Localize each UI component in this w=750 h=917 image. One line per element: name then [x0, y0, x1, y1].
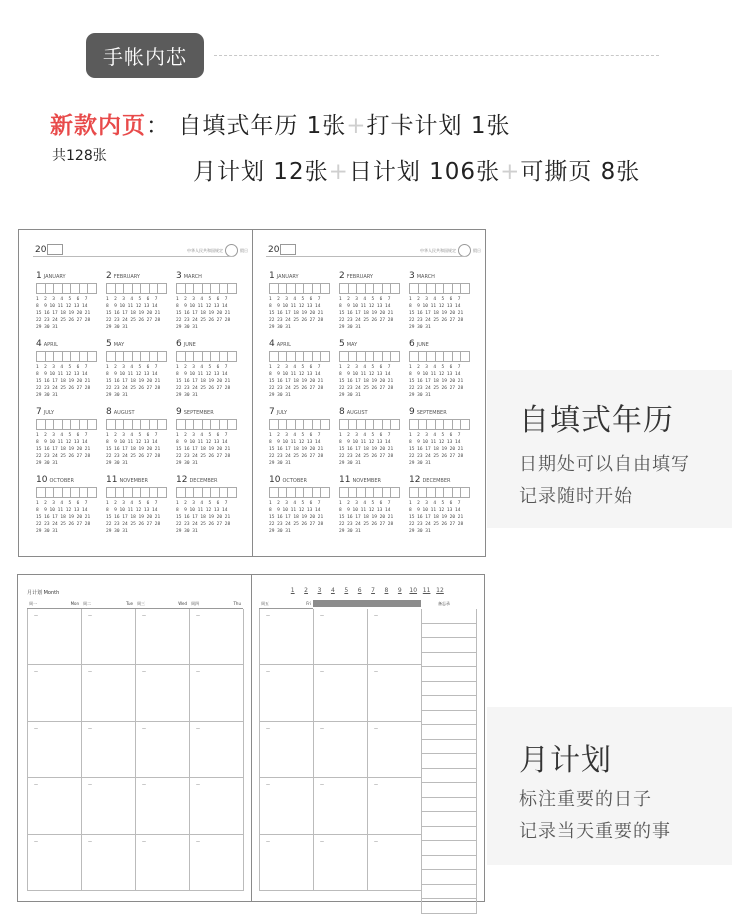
- day-cell[interactable]: [260, 665, 314, 721]
- month-days: 1 2 3 4 5 6 7 8 9 10 11 12 13 14 15 16 17 18 19 20 21 22 23 24 25 26 27 28 29 30 31: [269, 433, 324, 466]
- day-cell[interactable]: [260, 722, 314, 778]
- month-days: 1 2 3 4 5 6 7 8 9 10 11 12 13 14 15 16 17 18 19 20 21 22 23 24 25 26 27 28 29 30 31: [176, 433, 231, 466]
- weekday-boxes[interactable]: [106, 487, 166, 498]
- day-cell[interactable]: [314, 835, 368, 891]
- month-days: 1 2 3 4 5 6 7 8 9 10 11 12 13 14 15 16 17 18 19 20 21 22 23 24 25 26 27 28 29 30 31: [36, 433, 91, 466]
- day-cell[interactable]: [314, 778, 368, 834]
- month-selector[interactable]: 1 2 3 4 5 6 7 8 9 10 11 12: [290, 587, 444, 594]
- weekday-boxes[interactable]: [176, 283, 236, 294]
- month-title: 10 OCTOBER: [36, 475, 74, 485]
- day-cell[interactable]: [82, 778, 136, 834]
- weekday-header: 周一 Mon 周二 Tue 周三 Wed 周四 Thu: [27, 599, 243, 609]
- month-days: 1 2 3 4 5 6 7 8 9 10 11 12 13 14 15 16 17 18 19 20 21 22 23 24 25 26 27 28 29 30 31: [339, 365, 394, 398]
- weekday-boxes[interactable]: [176, 487, 236, 498]
- label-desc: 记录当天重要的事: [519, 821, 671, 842]
- day-cell[interactable]: [136, 665, 190, 721]
- day-cell[interactable]: [82, 665, 136, 721]
- page-count: 共128张: [52, 148, 107, 164]
- monthly-title: 月计划 Month: [27, 590, 60, 596]
- weekday-boxes[interactable]: [106, 419, 166, 430]
- month-title: 7 JULY: [269, 407, 288, 417]
- year-field[interactable]: 20: [268, 244, 296, 255]
- month-days: 1 2 3 4 5 6 7 8 9 10 11 12 13 14 15 16 17 18 19 20 21 22 23 24 25 26 27 28 29 30 31: [176, 297, 231, 330]
- month-days: 1 2 3 4 5 6 7 8 9 10 11 12 13 14 15 16 17 18 19 20 21 22 23 24 25 26 27 28 29 30 31: [176, 501, 231, 534]
- month-block: [409, 407, 469, 467]
- weekday-header: 周五 Fri: [259, 599, 313, 609]
- month-title: 9 SEPTEMBER: [176, 407, 214, 417]
- holiday-note: 中华人民共和国规定 假日: [420, 244, 481, 257]
- month-block: [269, 339, 329, 399]
- label-desc: 记录随时开始: [519, 486, 633, 507]
- month-block: [106, 339, 166, 399]
- day-cell[interactable]: [28, 609, 82, 665]
- year-calendar-spread: [18, 229, 486, 557]
- month-days: 1 2 3 4 5 6 7 8 9 10 11 12 13 14 15 16 17 18 19 20 21 22 23 24 25 26 27 28 29 30 31: [36, 501, 91, 534]
- heading-item-tearoff: 可撕页 8张: [520, 159, 641, 185]
- day-cell[interactable]: [28, 665, 82, 721]
- day-cell[interactable]: [368, 778, 422, 834]
- plus-sign: +: [346, 113, 367, 139]
- day-cell[interactable]: [314, 665, 368, 721]
- month-days: 1 2 3 4 5 6 7 8 9 10 11 12 13 14 15 16 17 18 19 20 21 22 23 24 25 26 27 28 29 30 31: [339, 501, 394, 534]
- month-title: 3 MARCH: [176, 271, 202, 281]
- month-days: 1 2 3 4 5 6 7 8 9 10 11 12 13 14 15 16 17 18 19 20 21 22 23 24 25 26 27 28 29 30 31: [409, 297, 464, 330]
- day-cell[interactable]: [368, 722, 422, 778]
- month-title: 10 OCTOBER: [269, 475, 307, 485]
- month-title: 1 JANUARY: [269, 271, 299, 281]
- month-days: 1 2 3 4 5 6 7 8 9 10 11 12 13 14 15 16 17 18 19 20 21 22 23 24 25 26 27 28 29 30 31: [269, 365, 324, 398]
- header-rule: [33, 256, 233, 257]
- page-divider: [252, 230, 253, 556]
- month-days: 1 2 3 4 5 6 7 8 9 10 11 12 13 14 15 16 17 18 19 20 21 22 23 24 25 26 27 28 29 30 31: [409, 365, 464, 398]
- weekday-boxes[interactable]: [176, 351, 236, 362]
- day-cell[interactable]: [82, 609, 136, 665]
- weekday-boxes[interactable]: [269, 351, 329, 362]
- month-block: [36, 475, 96, 535]
- monthly-grid-right: [259, 609, 422, 891]
- day-cell[interactable]: [82, 835, 136, 891]
- heading-label: 新款内页: [50, 113, 146, 139]
- weekday-boxes[interactable]: [36, 487, 96, 498]
- dashed-divider: [214, 55, 659, 56]
- day-cell[interactable]: [136, 609, 190, 665]
- month-days: 1 2 3 4 5 6 7 8 9 10 11 12 13 14 15 16 17 18 19 20 21 22 23 24 25 26 27 28 29 30 31: [269, 297, 324, 330]
- month-block: [339, 271, 399, 331]
- day-cell[interactable]: [190, 778, 244, 834]
- weekday-boxes[interactable]: [269, 419, 329, 430]
- month-title: 6 JUNE: [176, 339, 196, 349]
- month-title: 5 MAY: [106, 339, 125, 349]
- heading-item-daily: 日计划 106张: [348, 159, 501, 185]
- month-title: 8 AUGUST: [106, 407, 135, 417]
- month-block: [36, 271, 96, 331]
- month-days: 1 2 3 4 5 6 7 8 9 10 11 12 13 14 15 16 17 18 19 20 21 22 23 24 25 26 27 28 29 30 31: [36, 297, 91, 330]
- month-days: 1 2 3 4 5 6 7 8 9 10 11 12 13 14 15 16 17 18 19 20 21 22 23 24 25 26 27 28 29 30 31: [339, 433, 394, 466]
- month-title: 5 MAY: [339, 339, 358, 349]
- month-block: [339, 339, 399, 399]
- month-days: 1 2 3 4 5 6 7 8 9 10 11 12 13 14 15 16 17 18 19 20 21 22 23 24 25 26 27 28 29 30 31: [106, 501, 161, 534]
- month-days: 1 2 3 4 5 6 7 8 9 10 11 12 13 14 15 16 17 18 19 20 21 22 23 24 25 26 27 28 29 30 31: [409, 501, 464, 534]
- label-card-monthly: [487, 707, 732, 865]
- month-block: [269, 475, 329, 535]
- month-block: [106, 407, 166, 467]
- month-days: 1 2 3 4 5 6 7 8 9 10 11 12 13 14 15 16 17 18 19 20 21 22 23 24 25 26 27 28 29 30 31: [269, 501, 324, 534]
- month-block: [176, 407, 236, 467]
- month-block: [176, 271, 236, 331]
- month-block: [176, 475, 236, 535]
- month-title: 7 JULY: [36, 407, 55, 417]
- weekday-boxes[interactable]: [269, 283, 329, 294]
- month-title: 2 FEBRUARY: [106, 271, 140, 281]
- month-block: [36, 339, 96, 399]
- month-days: 1 2 3 4 5 6 7 8 9 10 11 12 13 14 15 16 17 18 19 20 21 22 23 24 25 26 27 28 29 30 31: [176, 365, 231, 398]
- day-cell[interactable]: [190, 722, 244, 778]
- label-title: 月计划: [519, 743, 612, 778]
- label-desc: 标注重要的日子: [519, 789, 652, 810]
- month-title: 12 DECEMBER: [176, 475, 218, 485]
- weekday-boxes[interactable]: [106, 351, 166, 362]
- heading-colon: ：: [146, 113, 170, 139]
- monthly-grid-left: [27, 609, 244, 891]
- month-title: 9 SEPTEMBER: [409, 407, 447, 417]
- weekday-boxes[interactable]: [409, 351, 469, 362]
- day-cell[interactable]: [190, 665, 244, 721]
- label-title: 自填式年历: [519, 403, 674, 438]
- day-cell[interactable]: [314, 722, 368, 778]
- plus-sign: +: [500, 159, 521, 185]
- month-block: [106, 475, 166, 535]
- label-desc: 日期处可以自由填写: [519, 454, 690, 475]
- month-block: [409, 475, 469, 535]
- month-title: 11 NOVEMBER: [106, 475, 148, 485]
- month-title: 8 AUGUST: [339, 407, 368, 417]
- month-title: 2 FEBRUARY: [339, 271, 373, 281]
- label-card-calendar: [487, 370, 732, 528]
- day-cell[interactable]: [314, 609, 368, 665]
- month-block: [339, 407, 399, 467]
- day-cell[interactable]: [368, 609, 422, 665]
- month-days: 1 2 3 4 5 6 7 8 9 10 11 12 13 14 15 16 17 18 19 20 21 22 23 24 25 26 27 28 29 30 31: [36, 365, 91, 398]
- weekday-boxes[interactable]: [409, 419, 469, 430]
- weekday-boxes[interactable]: [36, 419, 96, 430]
- day-cell[interactable]: [82, 722, 136, 778]
- memo-lines[interactable]: [421, 609, 477, 914]
- weekday-boxes[interactable]: [269, 487, 329, 498]
- year-field[interactable]: 20: [35, 244, 63, 255]
- heading-line-1: [50, 107, 511, 140]
- weekday-boxes[interactable]: [106, 283, 166, 294]
- month-days: 1 2 3 4 5 6 7 8 9 10 11 12 13 14 15 16 17 18 19 20 21 22 23 24 25 26 27 28 29 30 31: [409, 433, 464, 466]
- day-cell[interactable]: [28, 722, 82, 778]
- month-title: 12 DECEMBER: [409, 475, 451, 485]
- header-rule: [266, 256, 466, 257]
- memo-header: 备忘录: [438, 601, 450, 606]
- page-divider: [251, 575, 252, 901]
- plus-sign: +: [328, 159, 349, 185]
- day-cell[interactable]: [368, 835, 422, 891]
- month-block: [176, 339, 236, 399]
- month-days: 1 2 3 4 5 6 7 8 9 10 11 12 13 14 15 16 17 18 19 20 21 22 23 24 25 26 27 28 29 30 31: [106, 297, 161, 330]
- day-cell[interactable]: [260, 835, 314, 891]
- weekday-boxes[interactable]: [176, 419, 236, 430]
- weekday-boxes[interactable]: [36, 283, 96, 294]
- weekday-boxes[interactable]: [339, 283, 399, 294]
- weekday-boxes[interactable]: [36, 351, 96, 362]
- day-cell[interactable]: [28, 835, 82, 891]
- holiday-note: 中华人民共和国规定 假日: [187, 244, 248, 257]
- day-cell[interactable]: [368, 665, 422, 721]
- monthly-plan-spread: [17, 574, 485, 902]
- month-block: [339, 475, 399, 535]
- day-cell[interactable]: [190, 835, 244, 891]
- heading-item-calendar: 自填式年历 1张: [178, 113, 347, 139]
- weekday-boxes[interactable]: [409, 283, 469, 294]
- day-cell[interactable]: [28, 778, 82, 834]
- weekday-boxes[interactable]: [339, 487, 399, 498]
- month-title: 4 APRIL: [269, 339, 291, 349]
- month-title: 11 NOVEMBER: [339, 475, 381, 485]
- month-title: 3 MARCH: [409, 271, 435, 281]
- month-block: [409, 271, 469, 331]
- month-block: [269, 407, 329, 467]
- weekday-boxes[interactable]: [409, 487, 469, 498]
- month-block: [36, 407, 96, 467]
- weekday-boxes[interactable]: [339, 351, 399, 362]
- month-title: 4 APRIL: [36, 339, 58, 349]
- month-block: [409, 339, 469, 399]
- month-title: 1 JANUARY: [36, 271, 66, 281]
- day-cell[interactable]: [260, 609, 314, 665]
- month-block: [269, 271, 329, 331]
- day-cell[interactable]: [136, 778, 190, 834]
- section-tag: 手帐内芯: [86, 33, 204, 78]
- heading-item-checkin: 打卡计划 1张: [366, 113, 511, 139]
- weekday-boxes[interactable]: [339, 419, 399, 430]
- heading-line-2: [193, 153, 640, 186]
- month-days: 1 2 3 4 5 6 7 8 9 10 11 12 13 14 15 16 17 18 19 20 21 22 23 24 25 26 27 28 29 30 31: [106, 365, 161, 398]
- month-title: 6 JUNE: [409, 339, 429, 349]
- day-cell[interactable]: [260, 778, 314, 834]
- day-cell[interactable]: [136, 835, 190, 891]
- header-dark-bar: [313, 600, 421, 607]
- heading-item-monthly: 月计划 12张: [193, 159, 329, 185]
- month-days: 1 2 3 4 5 6 7 8 9 10 11 12 13 14 15 16 17 18 19 20 21 22 23 24 25 26 27 28 29 30 31: [106, 433, 161, 466]
- day-cell[interactable]: [190, 609, 244, 665]
- day-cell[interactable]: [136, 722, 190, 778]
- month-block: [106, 271, 166, 331]
- month-days: 1 2 3 4 5 6 7 8 9 10 11 12 13 14 15 16 17 18 19 20 21 22 23 24 25 26 27 28 29 30 31: [339, 297, 394, 330]
